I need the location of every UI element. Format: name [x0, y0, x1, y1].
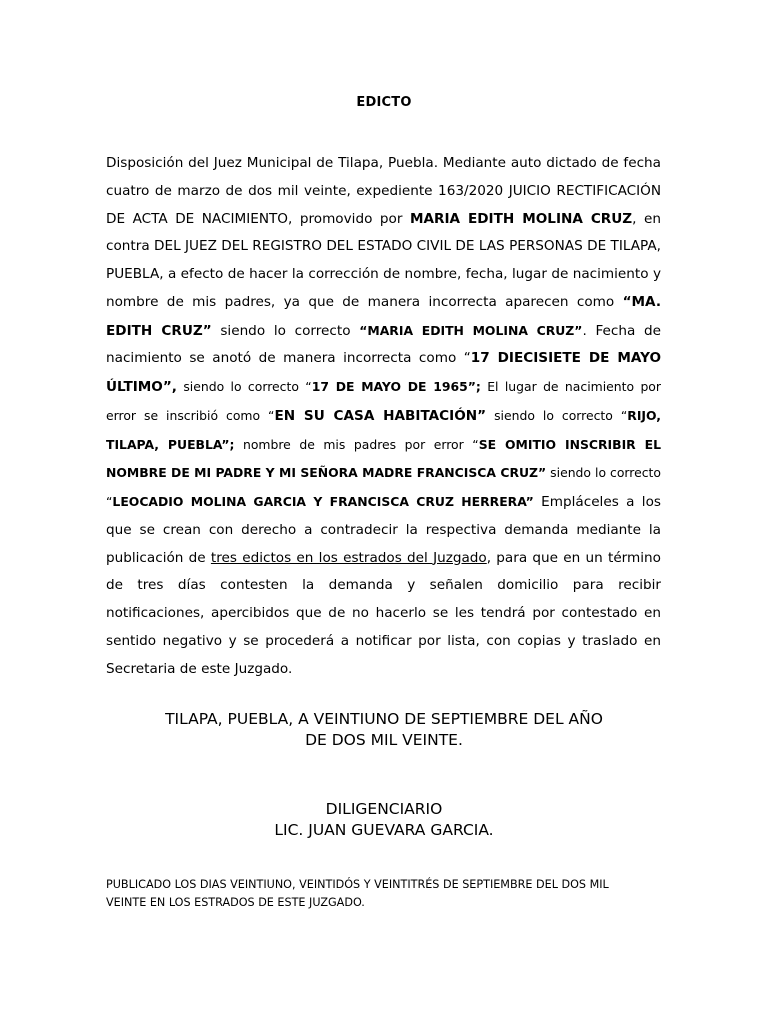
underlined-publication-note: tres edictos en los estrados del Juzgado	[210, 549, 487, 566]
body-text-segment: . Fecha de nacimiento se anotó de manera incorrecta como “	[106, 322, 661, 367]
footer-line-2: VEINTE EN LOS ESTRADOS DE ESTE JUZGADO.	[106, 896, 365, 909]
body-text-segment: siendo lo correcto “	[106, 465, 661, 509]
body-text-segment: nombre de mis padres por error “	[234, 436, 479, 452]
correct-birth-date: 17 DE MAYO DE 1965”;	[311, 379, 481, 394]
footer-line-1: PUBLICADO LOS DIAS VEINTIUNO, VEINTIDÓS Y VEINTITRÉS DE SEPTIEMBRE DEL DOS MIL	[106, 878, 609, 891]
incorrect-birth-place: EN SU CASA HABITACIÓN”	[274, 407, 487, 424]
correct-name: “MARIA EDITH MOLINA CRUZ”	[359, 322, 583, 338]
correct-birth-place: RIJO, TILAPA, PUEBLA”;	[106, 407, 662, 452]
incorrect-birth-date: 17 DIECISIETE DE MAYO ÚLTIMO”,	[106, 350, 661, 395]
promovente-name: MARIA EDITH MOLINA CRUZ	[409, 210, 633, 227]
body-text-segment: , para que en un término de tres días contesten la demanda y señalen domicilio para recibir notificaciones, apercibidos que de no hacerlo se les tendrá por contestado en sentido negativo y se procederá a notificar por lista, con copias y traslado en Secretaria de este Juzgado.	[106, 549, 661, 677]
date-line-1: TILAPA, PUEBLA, A VEINTIUNO DE SEPTIEMBRE DEL AÑO	[165, 710, 603, 728]
date-block	[0, 709, 768, 751]
signatory-name: LIC. JUAN GUEVARA GARCIA.	[274, 821, 494, 839]
body-text-segment: El lugar de nacimiento por error se inscribió como “	[106, 379, 661, 423]
body-text-segment: Disposición del Juez Municipal de Tilapa, Puebla. Mediante auto dictado de fecha cuatro de marzo de dos mil veinte, expediente 163/2020 JUICIO RECTIFICACIÓN DE ACTA DE NACIMIENTO, promovido por	[106, 155, 661, 227]
date-line-2: DE DOS MIL VEINTE.	[305, 731, 463, 749]
body-text-segment: siendo lo correcto “	[486, 407, 628, 423]
body-text-segment: siendo lo correcto	[211, 322, 360, 339]
incorrect-parents: SE OMITIO INSCRIBIR EL NOMBRE DE MI PADRE Y MI SEÑORA MADRE FRANCISCA CRUZ”	[106, 436, 661, 481]
signature-block	[0, 799, 768, 841]
publication-footer	[106, 876, 686, 912]
body-text-segment: , en contra DEL JUEZ DEL REGISTRO DEL ESTADO CIVIL DE LAS PERSONAS DE TILAPA, PUEBLA, a efecto de hacer la corrección de nombre, fecha, lugar de nacimiento y nombre de mis padres, ya que de manera incorrecta aparecen como	[106, 210, 661, 310]
document-title: EDICTO	[356, 95, 412, 110]
body-text-segment: siendo lo correcto “	[176, 379, 312, 394]
body-text-segment: Empláceles a los que se crean con derecho a contradecir la respectiva demanda mediante la publicación de	[106, 494, 661, 566]
signatory-role: DILIGENCIARIO	[325, 800, 443, 818]
correct-parents: LEOCADIO MOLINA GARCIA Y FRANCISCA CRUZ HERRERA”	[112, 494, 534, 509]
incorrect-name: “MA. EDITH CRUZ”	[106, 293, 661, 339]
edict-body	[106, 150, 661, 683]
